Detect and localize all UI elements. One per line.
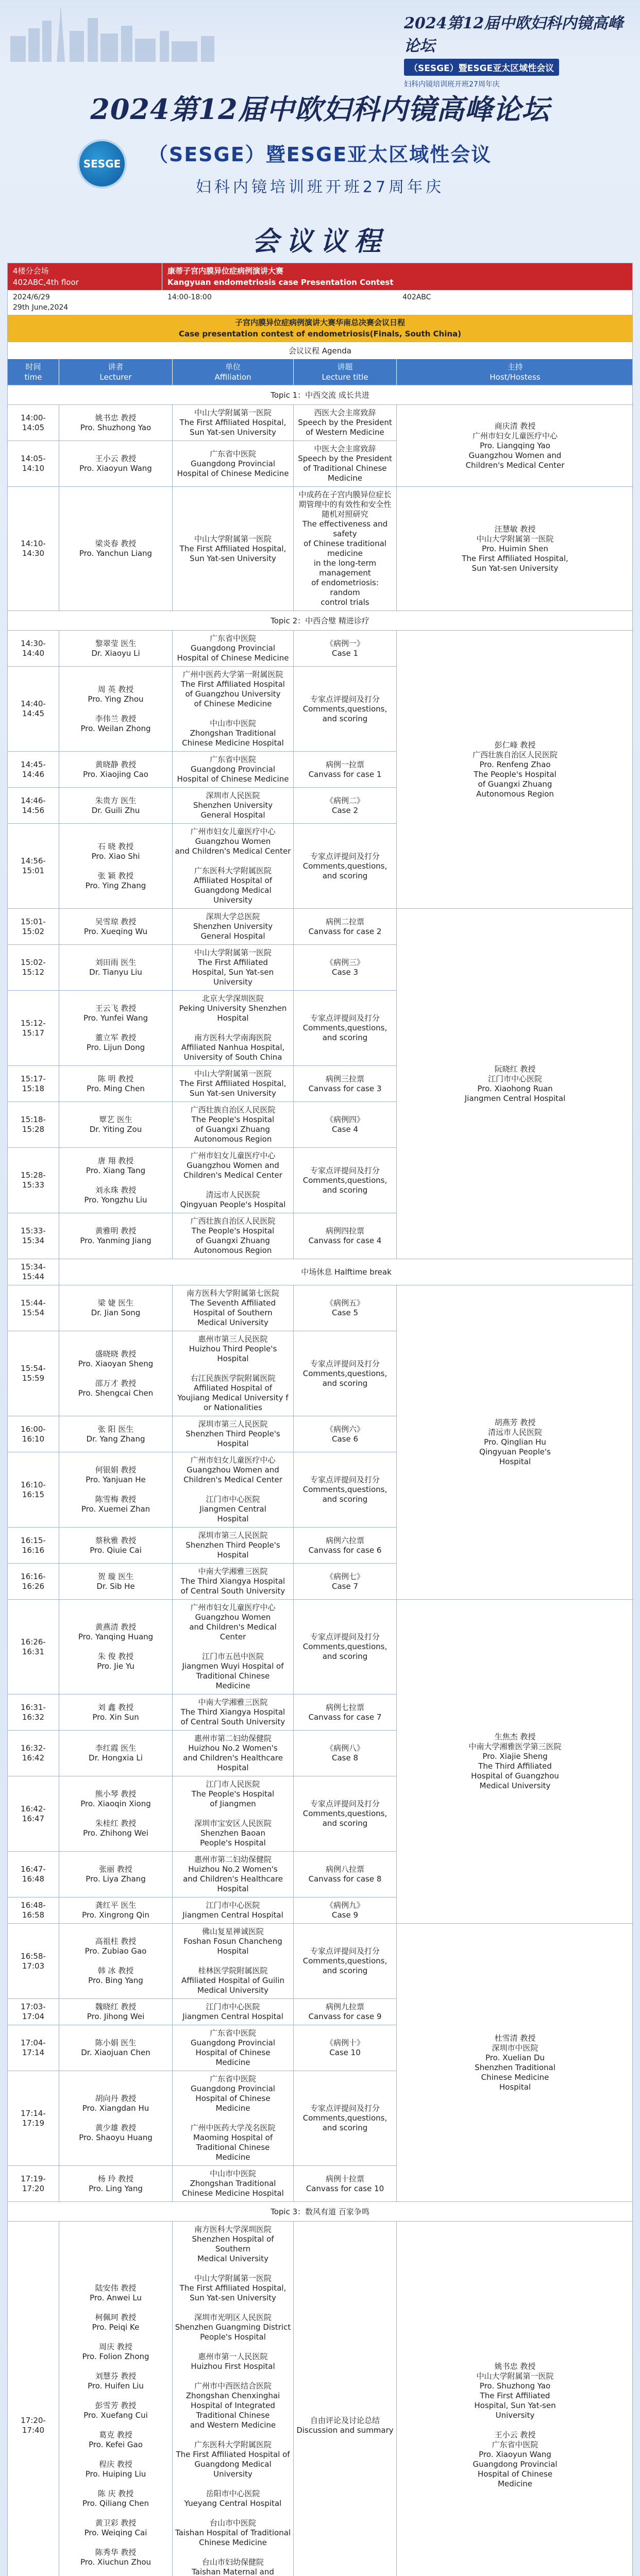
lecture-title-cell: 专家点评提问及打分 Comments,questions, and scoring bbox=[294, 823, 397, 908]
lecture-title-cell: 病例一拉票 Canvass for case 1 bbox=[294, 751, 397, 787]
affiliation-cell: 中山大学附属第一医院 The First Affiliated Hospital, Sun Yat-sen University bbox=[173, 404, 294, 440]
affiliation-cell: 广东省中医院 Guangdong Provincial Hospital of Chinese Medicine bbox=[173, 630, 294, 666]
lecture-title-cell: 病例六拉票 Canvass for case 6 bbox=[294, 1527, 397, 1563]
time-cell: 15:02-15:12 bbox=[8, 944, 59, 990]
venue-banner bbox=[8, 263, 632, 290]
event-title: 2024第12届中欧妇科内镜高峰论坛 bbox=[90, 93, 550, 126]
lecture-title-cell: 中成药在子宫内膜异位症长期管理中的有效性和安全性随机对照研究 The effectiveness and safety of Chinese traditional medicine in the long-term management of endometriosis: random control trials bbox=[294, 486, 397, 611]
time-cell: 17:03-17:04 bbox=[8, 1998, 59, 2025]
affiliation-cell: 江门市人民医院 The People's Hospital of Jiangmen 深圳市宝安区人民医院 Shenzhen Baoan People's Hospital bbox=[173, 1776, 294, 1851]
affiliation-cell: 深圳市人民医院 Shenzhen University General Hospital bbox=[173, 787, 294, 823]
affiliation-cell: 广州市妇女儿童医疗中心 Guangzhou Women and Children's Medical Center 清远市人民医院 Qingyuan People's Hospital bbox=[173, 1147, 294, 1213]
lecturer-cell: 张 阳 医生 Dr. Yang Zhang bbox=[59, 1416, 173, 1452]
lecturer-cell: 王云飞 教授 Pro. Yunfei Wang 董立军 教授 Pro. Lijun Dong bbox=[59, 990, 173, 1065]
lecturer-cell: 魏晓红 教授 Pro. Jihong Wei bbox=[59, 1998, 173, 2025]
affiliation-cell: 广州中医药大学第一附属医院 The First Affiliated Hospital of Guangzhou University of Chinese Medicine 中山市中医院 Zhongshan Traditional Chinese Medicine Hospital bbox=[173, 666, 294, 751]
header-host: 主持 Host/Hostess bbox=[490, 362, 541, 382]
agenda-label: 会议议程 Agenda bbox=[8, 342, 632, 359]
affiliation-cell: 南方医科大学深圳医院 Shenzhen Hospital of Southern Medical University 中山大学附属第一医院 The First Affiliated Hospital, Sun Yat-sen University 深圳市光明区人民医院 Shenzhen Guangming District People's Hospital 惠州市第一人民医院 Huizhou First Hospital 广州市中西医结合医院 Zhongshan Chenxinghai Hospital of Integrated Traditional Chinese and Western Medicine 广东医科大学附属医院 The First Affiliated Hospital of Guangdong Medical University 岳阳市中心医院 Yueyang Central Hospital 台山市中医院 Taishan Hospital of Traditional Chinese Medicine 台山市妇幼保健院 Taishan Maternal and bbox=[173, 2221, 294, 2576]
time-cell: 16:31-16:32 bbox=[8, 1694, 59, 1730]
time-cell: 15:28-15:33 bbox=[8, 1147, 59, 1213]
affiliation-cell: 惠州市第三人民医院 Huizhou Third People's Hospital 右江民族医学院附属医院 Affiliated Hospital of Youjiang Medical University f or Nationalities bbox=[173, 1331, 294, 1416]
lecturer-cell: 陈小娟 医生 Dr. Xiaojuan Chen bbox=[59, 2025, 173, 2071]
host-cell: 胡燕芳 教授 清远市人民医院 Pro. Qinglian Hu Qingyuan People's Hospital bbox=[397, 1285, 633, 1599]
affiliation-cell: 佛山复星禅诚医院 Foshan Fosun Chancheng Hospital 桂林医学院附属医院 Affiliated Hospital of Guilin Medical University bbox=[173, 1923, 294, 1998]
lecture-title-cell: 专家点评提问及打分 Comments,questions, and scoring bbox=[294, 2071, 397, 2165]
lecture-title-cell: 西医大会主席致辞 Speech by the President of Western Medicine bbox=[294, 404, 397, 440]
lecture-title-cell: 专家点评提问及打分 Comments,questions, and scoring bbox=[294, 1331, 397, 1416]
topic-2-rows bbox=[8, 630, 632, 1259]
lecture-title-cell: 自由评论及讨论总结 Discussion and summary bbox=[294, 2221, 397, 2576]
sesge-logo: SESGE bbox=[77, 139, 127, 189]
time-cell: 17:19-17:20 bbox=[8, 2165, 59, 2201]
lecturer-cell: 李红霞 医生 Dr. Hongxia Li bbox=[59, 1730, 173, 1776]
time-cell: 15:12-15:17 bbox=[8, 990, 59, 1065]
event-subtitle: （SESGE）暨ESGE亚太区域性会议 bbox=[148, 143, 492, 166]
affiliation-cell: 南方医科大学附属第七医院 The Seventh Affiliated Hospital of Southern Medical University bbox=[173, 1285, 294, 1331]
time-cell: 16:47-16:48 bbox=[8, 1851, 59, 1897]
event-tagline: 妇科内镜培训班开班27周年庆 bbox=[195, 178, 445, 196]
affiliation-cell: 惠州市第二妇幼保健院 Huizhou No.2 Women's and Children's Healthcare Hospital bbox=[173, 1730, 294, 1776]
time-cell: 17:20-17:40 bbox=[8, 2221, 59, 2576]
lecture-title-cell: 专家点评提问及打分 Comments,questions, and scoring bbox=[294, 1776, 397, 1851]
session-room: 402ABC bbox=[402, 293, 431, 301]
lecturer-cell: 刘 鑫 教授 Pro. Xin Sun bbox=[59, 1694, 173, 1730]
header-brand-tagline: 妇科内镜培训班开班27周年庆 bbox=[404, 80, 500, 89]
host-cell: 汪慧敏 教授 中山大学附属第一医院 Pro. Huimin Shen The First Affiliated Hospital, Sun Yat-sen University bbox=[397, 486, 633, 611]
topic-2-heading: Topic 2：中西合璧 精进诊疗 bbox=[8, 611, 632, 630]
lecturer-cell: 梁 婕 医生 Dr. Jian Song bbox=[59, 1285, 173, 1331]
lecture-title-cell: 中医大会主席致辞 Speech by the President of Traditional Chinese Medicine bbox=[294, 440, 397, 486]
affiliation-cell: 广西壮族自治区人民医院 The People's Hospital of Guangxi Zhuang Autonomous Region bbox=[173, 1101, 294, 1147]
affiliation-cell: 中南大学湘雅三医院 The Third Xiangya Hospital of Central South University bbox=[173, 1563, 294, 1599]
time-cell: 14:46-14:56 bbox=[8, 787, 59, 823]
lecturer-cell: 盛晓晓 教授 Pro. Xiaoyan Sheng 邵万才 教授 Pro. Shengcai Chen bbox=[59, 1331, 173, 1416]
affiliation-cell: 广东省中医院 Guangdong Provincial Hospital of Chinese Medicine bbox=[173, 440, 294, 486]
lecturer-cell: 黄雅明 教授 Pro. Yanming Jiang bbox=[59, 1213, 173, 1259]
affiliation-cell: 中南大学湘雅三医院 The Third Xiangya Hospital of Central South University bbox=[173, 1694, 294, 1730]
time-cell: 17:14-17:19 bbox=[8, 2071, 59, 2165]
case-contest-banner: 子宫内膜异位症病例演讲大赛华南总决赛会议日程 Case presentation contest of endometriosis(Finals, South China) bbox=[8, 315, 632, 342]
time-cell: 14:00-14:05 bbox=[8, 404, 59, 440]
lecturer-cell: 唐 翔 教授 Pro. Xiang Tang 刘永珠 教授 Pro. Yongzhu Liu bbox=[59, 1147, 173, 1213]
lecturer-cell: 蔡秋雅 教授 Pro. Qiuie Cai bbox=[59, 1527, 173, 1563]
time-cell: 16:26-16:31 bbox=[8, 1599, 59, 1694]
lecturer-cell: 高祖柱 教授 Pro. Zubiao Gao 韩 冰 教授 Pro. Bing Yang bbox=[59, 1923, 173, 1998]
header-brand-subtitle: （SESGE）暨ESGE亚太区域性会议 bbox=[404, 59, 559, 76]
lecturer-cell: 周 英 教授 Pro. Ying Zhou 李伟兰 教授 Pro. Weilan Zhong bbox=[59, 666, 173, 751]
time-cell: 16:42-16:47 bbox=[8, 1776, 59, 1851]
lecture-title-cell: 《病例一》 Case 1 bbox=[294, 630, 397, 666]
lecture-title-cell: 专家点评提问及打分 Comments,questions, and scoring bbox=[294, 666, 397, 751]
lecture-title-cell: 《病例二》 Case 2 bbox=[294, 787, 397, 823]
lecture-title-cell: 专家点评提问及打分 Comments,questions, and scoring bbox=[294, 1147, 397, 1213]
session-time: 14:00-18:00 bbox=[167, 293, 212, 301]
affiliation-cell: 江门市中心医院 Jiangmen Central Hospital bbox=[173, 1998, 294, 2025]
time-cell: 15:18-15:28 bbox=[8, 1101, 59, 1147]
lecturer-cell: 王小云 教授 Pro. Xiaoyun Wang bbox=[59, 440, 173, 486]
lecturer-cell: 贺 璇 医生 Dr. Sib He bbox=[59, 1563, 173, 1599]
lecture-title-cell: 专家点评提问及打分 Comments,questions, and scoring bbox=[294, 990, 397, 1065]
time-cell: 16:15-16:16 bbox=[8, 1527, 59, 1563]
lecturer-cell: 刘田雨 医生 Dr. Tianyu Liu bbox=[59, 944, 173, 990]
topic-1-rows bbox=[8, 404, 632, 611]
affiliation-cell: 广州市妇女儿童医疗中心 Guangzhou Women and Children's Medical Center 广东医科大学附属医院 Affiliated Hospital of Guangdong Medical University bbox=[173, 823, 294, 908]
time-cell: 14:10-14:30 bbox=[8, 486, 59, 611]
lecturer-cell: 姚书忠 教授 Pro. Shuzhong Yao bbox=[59, 404, 173, 440]
lecture-title-cell: 病例九拉票 Canvass for case 9 bbox=[294, 1998, 397, 2025]
affiliation-cell: 广州市妇女儿童医疗中心 Guangzhou Women and Children's Medical Center 江门市中心医院 Jiangmen Central Hospital bbox=[173, 1452, 294, 1527]
lecture-title-cell: 《病例三》 Case 3 bbox=[294, 944, 397, 990]
lecture-title-cell: 《病例四》 Case 4 bbox=[294, 1101, 397, 1147]
lecture-title-cell: 《病例八》 Case 8 bbox=[294, 1730, 397, 1776]
lecturer-cell: 黎翠莹 医生 Dr. Xiaoyu Li bbox=[59, 630, 173, 666]
header-affiliation: 单位 Affiliation bbox=[173, 359, 294, 385]
lecturer-cell: 陈 明 教授 Pro. Ming Chen bbox=[59, 1065, 173, 1101]
lecture-title-cell: 病例三拉票 Canvass for case 3 bbox=[294, 1065, 397, 1101]
affiliation-cell: 中山大学附属第一医院 The First Affiliated Hospital, Sun Yat-sen University bbox=[173, 944, 294, 990]
affiliation-cell: 广东省中医院 Guangdong Provincial Hospital of Chinese Medicine 广州中医药大学茂名医院 Maoming Hospital of Traditional Chinese Medicine bbox=[173, 2071, 294, 2165]
lecturer-cell: 陆安伟 教授 Pro. Anwei Lu 柯佩珂 教授 Pro. Peiqi Ke 周庆 教授 Pro. Folion Zhong 刘慧芬 教授 Pro. Huifen Liu 彭雪芳 教授 Pro. Xuefang Cui 葛克 教授 Pro. Kefei Gao 程庆 教授 Pro. Huiping Liu 陈 庆 教授 Pro. Qiliang Chen 黄卫彩 教授 Pro. Weiqing Cai 陈秀华 教授 Pro. Xiuchun Zhou bbox=[59, 2221, 173, 2576]
affiliation-cell: 中山大学附属第一医院 The First Affiliated Hospital, Sun Yat-sen University bbox=[173, 486, 294, 611]
lecturer-cell: 胡向丹 教授 Pro. Xiangdan Hu 黄少雄 教授 Pro. Shaoyu Huang bbox=[59, 2071, 173, 2165]
affiliation-cell: 广州市妇女儿童医疗中心 Guangzhou Women and Children's Medical Center 江门市五邑中医院 Jiangmen Wuyi Hospital of Traditional Chinese Medicine bbox=[173, 1599, 294, 1694]
lecturer-cell: 覃艺 医生 Dr. Yiting Zou bbox=[59, 1101, 173, 1147]
affiliation-cell: 中山大学附属第一医院 The First Affiliated Hospital, Sun Yat-sen University bbox=[173, 1065, 294, 1101]
agenda-table bbox=[7, 263, 633, 2576]
time-cell: 16:16-16:26 bbox=[8, 1563, 59, 1599]
break-time: 15:34-15:44 bbox=[8, 1259, 59, 1285]
lecturer-cell: 梁炎春 教授 Pro. Yanchun Liang bbox=[59, 486, 173, 611]
time-cell: 15:01-15:02 bbox=[8, 908, 59, 944]
lecture-title-cell: 《病例九》 Case 9 bbox=[294, 1897, 397, 1923]
lecturer-cell: 黄晓静 教授 Pro. Xiaojing Cao bbox=[59, 751, 173, 787]
break-row bbox=[8, 1259, 632, 1285]
lecture-title-cell: 《病例十》 Case 10 bbox=[294, 2025, 397, 2071]
lecture-title-cell: 病例十拉票 Canvass for case 10 bbox=[294, 2165, 397, 2201]
session-date: 2024/6/29 29th June,2024 bbox=[13, 293, 69, 312]
lecture-title-cell: 病例四拉票 Canvass for case 4 bbox=[294, 1213, 397, 1259]
lecturer-cell: 石 晓 教授 Pro. Xiao Shi 张 颖 教授 Pro. Ying Zhang bbox=[59, 823, 173, 908]
topic-2b-rows bbox=[8, 1285, 632, 2201]
city-skyline-illustration bbox=[0, 0, 392, 62]
time-cell: 15:17-15:18 bbox=[8, 1065, 59, 1101]
header-brand-title: 2024第12届中欧妇科内镜高峰论坛 bbox=[404, 14, 624, 55]
lecture-title-cell: 病例八拉票 Canvass for case 8 bbox=[294, 1851, 397, 1897]
lecturer-cell: 熊小琴 教授 Pro. Xiaoqin Xiong 朱桂红 教授 Pro. Zhihong Wei bbox=[59, 1776, 173, 1851]
lecturer-cell: 吴雪琼 教授 Pro. Xueqing Wu bbox=[59, 908, 173, 944]
break-label: 中场休息 Halftime break bbox=[59, 1259, 633, 1285]
time-cell: 14:56-15:01 bbox=[8, 823, 59, 908]
lecturer-cell: 朱贵方 医生 Dr. Guili Zhu bbox=[59, 787, 173, 823]
contest-name: 康蒂子宫内膜异位症病例演讲大赛 Kangyuan endometriosis case Presentation Contest bbox=[167, 266, 394, 287]
time-cell: 16:48-16:58 bbox=[8, 1897, 59, 1923]
table-header bbox=[8, 359, 632, 385]
venue-location: 4楼分会场 402ABC,4th floor bbox=[8, 263, 162, 290]
affiliation-cell: 深圳市第三人民医院 Shenzhen Third People's Hospital bbox=[173, 1416, 294, 1452]
time-cell: 16:00-16:10 bbox=[8, 1416, 59, 1452]
time-cell: 15:54-15:59 bbox=[8, 1331, 59, 1416]
affiliation-cell: 广东省中医院 Guangdong Provincial Hospital of Chinese Medicine bbox=[173, 2025, 294, 2071]
lecture-title-cell: 《病例五》 Case 5 bbox=[294, 1285, 397, 1331]
lecture-title-cell: 专家点评提问及打分 Comments,questions, and scoring bbox=[294, 1923, 397, 1998]
host-cell: 商庆清 教授 广州市妇女儿童医疗中心 Pro. Liangqing Yao Guangzhou Women and Children's Medical Center bbox=[397, 404, 633, 486]
lecture-title-cell: 《病例七》 Case 7 bbox=[294, 1563, 397, 1599]
time-cell: 16:58-17:03 bbox=[8, 1923, 59, 1998]
title-block bbox=[0, 67, 640, 216]
affiliation-cell: 惠州市第二妇幼保健院 Huizhou No.2 Women's and Children's Healthcare Hospital bbox=[173, 1851, 294, 1897]
affiliation-cell: 江门市中心医院 Jiangmen Central Hospital bbox=[173, 1897, 294, 1923]
time-cell: 16:32-16:42 bbox=[8, 1730, 59, 1776]
lecturer-cell: 张丽 教授 Pro. Liya Zhang bbox=[59, 1851, 173, 1897]
lecture-title-cell: 《病例六》 Case 6 bbox=[294, 1416, 397, 1452]
time-cell: 14:45-14:46 bbox=[8, 751, 59, 787]
time-cell: 17:04-17:14 bbox=[8, 2025, 59, 2071]
header-title: 讲题 Lecture title bbox=[294, 359, 397, 385]
topic-3-heading: Topic 3：数风有道 百家争鸣 bbox=[8, 2201, 632, 2221]
affiliation-cell: 中山市中医院 Zhongshan Traditional Chinese Medicine Hospital bbox=[173, 2165, 294, 2201]
agenda-heading: 会议议程 bbox=[251, 226, 388, 257]
topic-3-rows bbox=[8, 2221, 632, 2576]
lecturer-cell: 龚红平 医生 Pro. Xingrong Qin bbox=[59, 1897, 173, 1923]
affiliation-cell: 广东省中医院 Guangdong Provincial Hospital of Chinese Medicine bbox=[173, 751, 294, 787]
lecture-title-cell: 专家点评提问及打分 Comments,questions, and scoring bbox=[294, 1452, 397, 1527]
time-cell: 14:30-14:40 bbox=[8, 630, 59, 666]
time-cell: 14:05-14:10 bbox=[8, 440, 59, 486]
lecturer-cell: 黄燕清 教授 Pro. Yanqing Huang 朱 俊 教授 Pro. Jie Yu bbox=[59, 1599, 173, 1694]
affiliation-cell: 深圳市第三人民医院 Shenzhen Third People's Hospital bbox=[173, 1527, 294, 1563]
time-cell: 15:44-15:54 bbox=[8, 1285, 59, 1331]
time-cell: 15:33-15:34 bbox=[8, 1213, 59, 1259]
header-time: 时间 time bbox=[8, 359, 59, 385]
topic-1-heading: Topic 1：中西交流 成长共进 bbox=[8, 385, 632, 404]
host-cell: 阮晓红 教授 江门市中心医院 Pro. Xiaohong Ruan Jiangmen Central Hospital bbox=[397, 908, 633, 1259]
host-cell: 生焦杰 教授 中南大学湘雅医学第三医院 Pro. Xiajie Sheng The Third Affiliated Hospital of Guangzhou Medical University bbox=[397, 1599, 633, 1923]
host-cell: 姚书忠 教授 中山大学附属第一医院 Pro. Shuzhong Yao The First Affiliated Hospital, Sun Yat-sen University 王小云 教授 广东省中医院 Pro. Xiaoyun Wang Guangdong Provincial Hospital of Chinese Medicine bbox=[397, 2221, 633, 2576]
lecture-title-cell: 病例二拉票 Canvass for case 2 bbox=[294, 908, 397, 944]
lecturer-cell: 杨 玲 教授 Pro. Ling Yang bbox=[59, 2165, 173, 2201]
time-cell: 16:10-16:15 bbox=[8, 1452, 59, 1527]
time-cell: 14:40-14:45 bbox=[8, 666, 59, 751]
affiliation-cell: 深圳大学总医院 Shenzhen University General Hospital bbox=[173, 908, 294, 944]
affiliation-cell: 北京大学深圳医院 Peking University Shenzhen Hospital 南方医科大学南海医院 Affiliated Nanhua Hospital, University of South China bbox=[173, 990, 294, 1065]
host-cell: 杜雪清 教授 深圳市中医院 Pro. Xuelian Du Shenzhen Traditional Chinese Medicine Hospital bbox=[397, 1923, 633, 2201]
lecture-title-cell: 专家点评提问及打分 Comments,questions, and scoring bbox=[294, 1599, 397, 1694]
lecture-title-cell: 病例七拉票 Canvass for case 7 bbox=[294, 1694, 397, 1730]
date-row bbox=[8, 290, 632, 315]
header-lecturer: 讲者 Lecturer bbox=[59, 359, 173, 385]
top-header bbox=[0, 0, 640, 89]
affiliation-cell: 广西壮族自治区人民医院 The People's Hospital of Guangxi Zhuang Autonomous Region bbox=[173, 1213, 294, 1259]
host-cell: 彭仁峰 教授 广西壮族自治区人民医院 Pro. Renfeng Zhao The People's Hospital of Guangxi Zhuang Autonomous Region bbox=[397, 630, 633, 908]
lecturer-cell: 何银娟 教授 Pro. Yanjuan He 陈雪梅 教授 Pro. Xuemei Zhan bbox=[59, 1452, 173, 1527]
